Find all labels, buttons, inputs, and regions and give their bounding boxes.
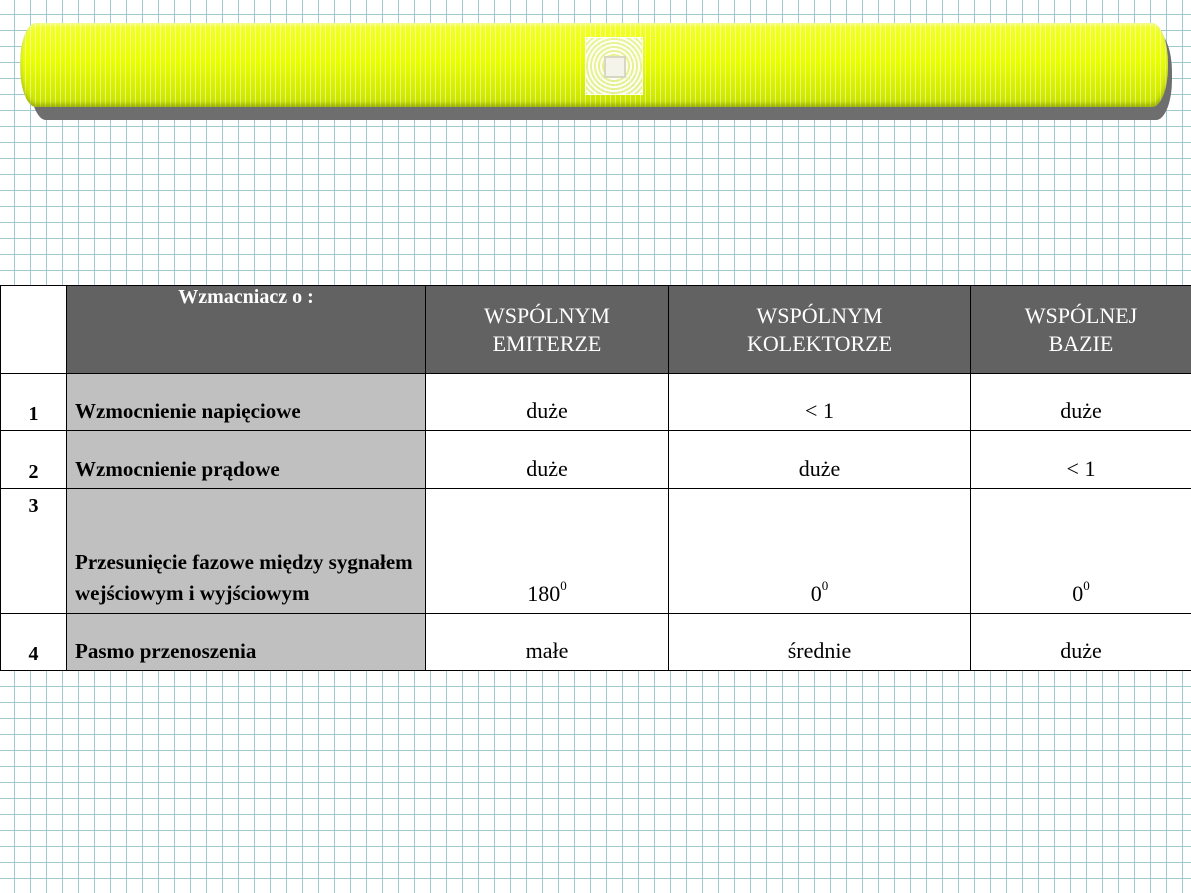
header-label-cell: Wzmacniacz o :: [67, 286, 426, 374]
value-base: 180: [527, 581, 561, 606]
row-number: 4: [1, 614, 67, 671]
cell-value: [426, 489, 669, 614]
table-row: [1, 614, 1191, 671]
column-header-line: WSPÓLNYM: [756, 302, 883, 328]
header-corner-cell: [1, 286, 67, 374]
cell-value: małe: [426, 614, 669, 671]
table-header-row: [1, 286, 1191, 374]
cell-value: [669, 489, 971, 614]
column-header-common-emitter: [426, 286, 669, 374]
column-header-line: EMITERZE: [492, 330, 602, 356]
title-banner: [20, 23, 1168, 107]
table-row: [1, 374, 1191, 431]
table-row: [1, 489, 1191, 614]
cell-value: duże: [426, 431, 669, 489]
row-label: Przesunięcie fazowe między sygnałem wejściowym i wyjściowym: [67, 489, 426, 614]
column-header-line: WSPÓLNYM: [484, 302, 610, 328]
cell-value: duże: [971, 614, 1191, 671]
cell-value: średnie: [669, 614, 971, 671]
table-row: [1, 431, 1191, 489]
row-label: Pasmo przenoszenia: [67, 614, 426, 671]
cell-value: < 1: [971, 431, 1191, 489]
cell-value: duże: [971, 374, 1191, 431]
column-header-line: KOLEKTORZE: [746, 330, 893, 356]
cell-value: < 1: [669, 374, 971, 431]
amplifier-comparison-table: [0, 285, 1191, 671]
value-superscript: 0: [1083, 577, 1090, 593]
column-header-common-base: [971, 286, 1191, 374]
row-number: 1: [1, 374, 67, 431]
value-superscript: 0: [821, 577, 829, 593]
banner-emblem-icon: [585, 37, 643, 95]
row-number: 3: [1, 489, 67, 614]
column-header-line: WSPÓLNEJ: [1024, 302, 1138, 328]
cell-value: duże: [426, 374, 669, 431]
cell-value: [971, 489, 1191, 614]
value-base: 0: [1072, 581, 1084, 606]
column-header-line: BAZIE: [1048, 330, 1114, 356]
row-label: Wzmocnienie napięciowe: [67, 374, 426, 431]
cell-value: duże: [669, 431, 971, 489]
value-superscript: 0: [560, 577, 567, 593]
column-header-common-collector: [669, 286, 971, 374]
row-label: Wzmocnienie prądowe: [67, 431, 426, 489]
row-number: 2: [1, 431, 67, 489]
value-base: 0: [810, 581, 822, 606]
